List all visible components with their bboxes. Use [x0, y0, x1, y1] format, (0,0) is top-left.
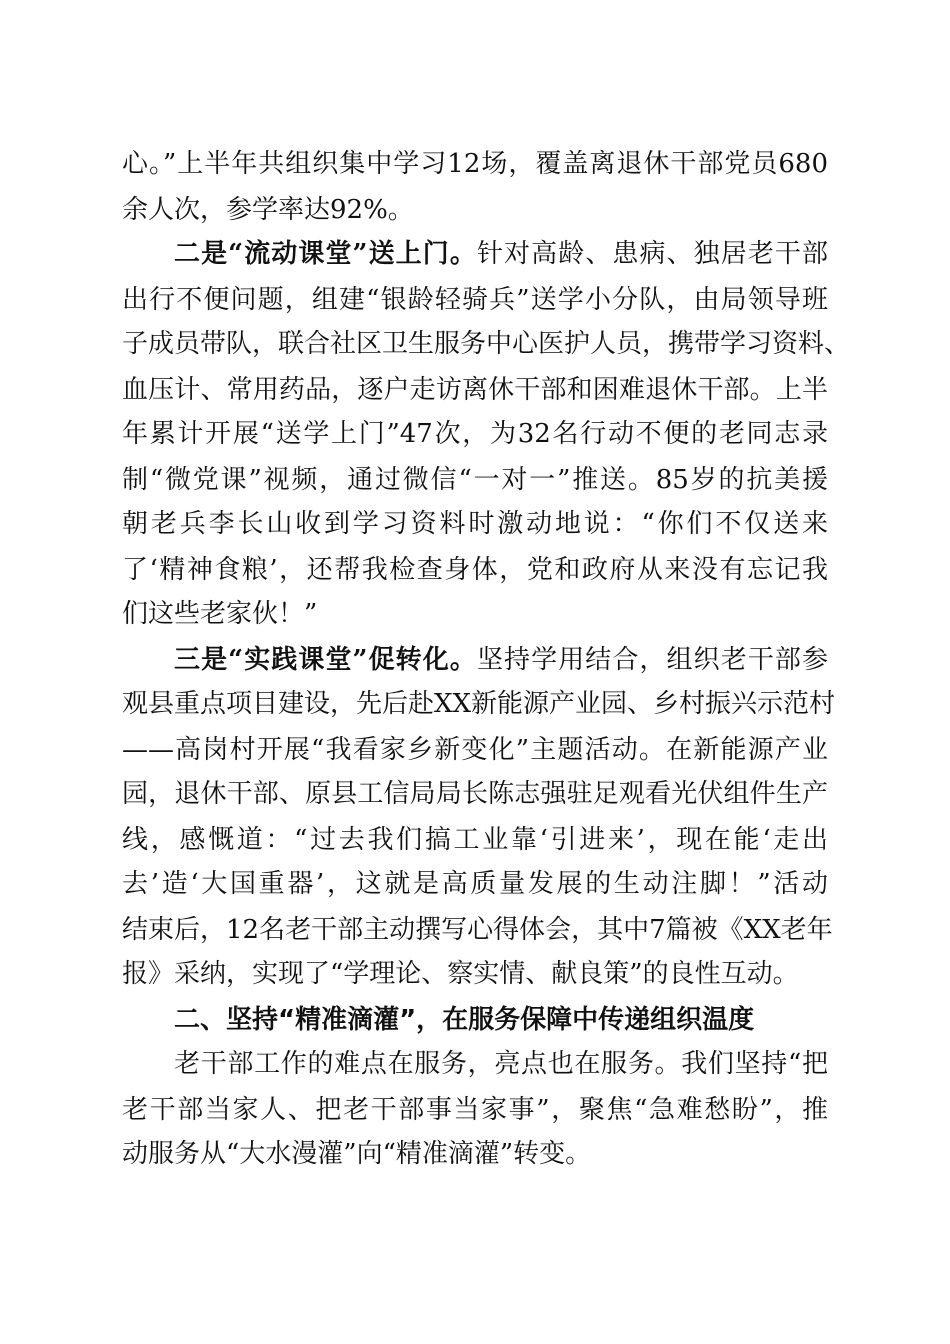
text-line: 们这些老家伙！” [122, 599, 318, 629]
text-line: 血压计、常用药品，逐户走访离休干部和困难退休干部。上半 [122, 375, 828, 405]
paragraph-lead: 二是“流动课堂”送上门。 [174, 239, 477, 269]
text-line: ——高岗村开展“我看家乡新变化”主题活动。在新能源产业 [122, 735, 828, 765]
text-line: 园，退休干部、原县工信局局长陈志强驻足观看光伏组件生产 [122, 779, 828, 809]
paragraph-text: 针对高龄、患病、独居老干部 [476, 239, 828, 269]
text-line: 去’造‘大国重器’，这就是高质量发展的生动注脚！”活动 [122, 869, 828, 899]
text-line: 报》采纳，实现了“学理论、察实情、献良策”的良性互动。 [122, 959, 799, 989]
text-line: 老干部当家人、把老干部事当家事”，聚焦“急难愁盼”，推 [122, 1095, 828, 1125]
text-line: 余人次，参学率达92%。 [122, 195, 414, 225]
text-line: 朝老兵李长山收到学习资料时激动地说：“你们不仅送来 [122, 509, 828, 539]
paragraph-2-first-line [174, 234, 828, 274]
text-line: 年累计开展“送学上门”47次，为32名行动不便的老同志录 [122, 419, 828, 449]
paragraph-4-first-line: 老干部工作的难点在服务，亮点也在服务。我们坚持“把 [174, 1049, 828, 1079]
text-line: 线，感慨道：“过去我们搞工业靠‘引进来’，现在能‘走出 [122, 825, 828, 855]
text-line: 观县重点项目建设，先后赴XX新能源产业园、乡村振兴示范村 [122, 689, 836, 719]
text-line: 了‘精神食粮’，还帮我检查身体，党和政府从来没有忘记我 [122, 555, 828, 585]
text-line: 子成员带队，联合社区卫生服务中心医护人员，携带学习资料、 [122, 329, 851, 359]
paragraph-lead: 三是“实践课堂”促转化。 [174, 645, 477, 675]
text-line: 制“微党课”视频，通过微信“一对一”推送。85岁的抗美援 [122, 465, 828, 495]
text-line: 出行不便问题，组建“银龄轻骑兵”送学小分队，由局领导班 [122, 285, 828, 315]
paragraph-3-first-line [174, 640, 828, 680]
text-line: 结束后，12名老干部主动撰写心得体会，其中7篇被《XX老年 [122, 915, 833, 945]
section-heading: 二、坚持“精准滴灌”，在服务保障中传递组织温度 [174, 1005, 755, 1035]
paragraph-text: 坚持学用结合，组织老干部参 [476, 645, 828, 675]
text-line: 心。”上半年共组织集中学习12场，覆盖离退休干部党员680 [122, 149, 828, 179]
text-line: 动服务从“大水漫灌”向“精准滴灌”转变。 [122, 1139, 592, 1169]
